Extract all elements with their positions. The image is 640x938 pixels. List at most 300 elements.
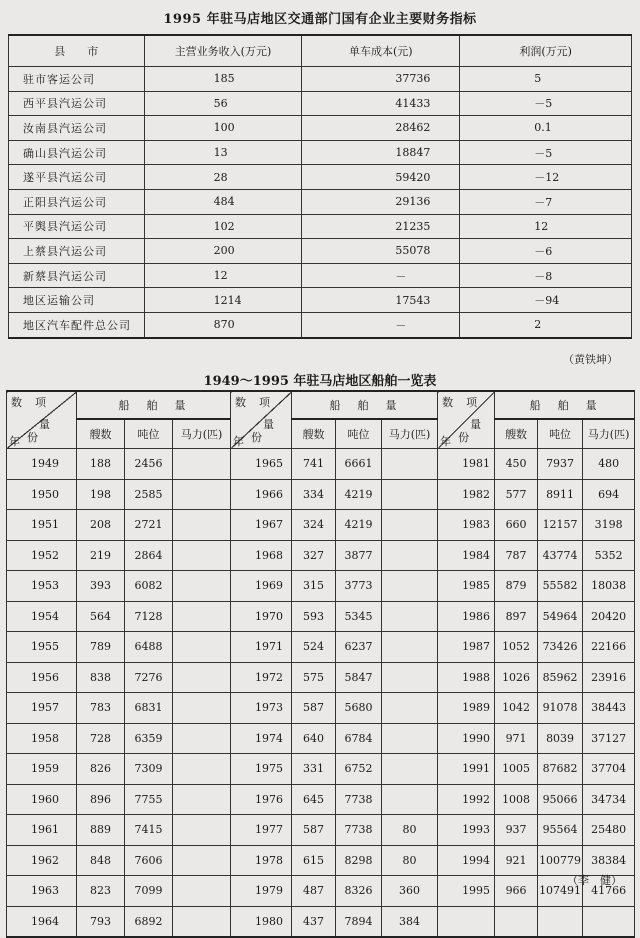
tonnage-cell: 6359 [125,723,173,754]
ship-count-cell: 575 [292,662,336,693]
cost-cell: 55078 [302,239,460,264]
horsepower-cell [382,693,438,724]
horsepower-cell: 360 [382,876,438,907]
tonnage-cell: 6082 [125,571,173,602]
table-row [7,540,635,571]
company-name-cell: 地区运输公司 [9,288,145,313]
year-cell: 1959 [7,754,77,785]
horsepower-cell [382,662,438,693]
year-cell: 1950 [7,479,77,510]
horsepower-cell [382,784,438,815]
tonnage-cell: 85962 [538,662,583,693]
table-row [7,815,635,846]
horsepower-cell [382,449,438,480]
profit-cell: －7 [460,189,632,214]
table-row [7,510,635,541]
cost-cell: 18847 [302,140,460,165]
tonnage-cell: 6892 [125,906,173,937]
year-cell: 1962 [7,845,77,876]
year-cell: 1966 [231,479,292,510]
table2-credit: （李 健） [567,874,622,887]
horsepower-cell [382,479,438,510]
cost-cell: 28462 [302,116,460,141]
revenue-cell: 100 [144,116,302,141]
profit-cell: 2 [460,312,632,337]
group-header-2: 船 舶 量 [292,391,438,419]
horsepower-cell [173,540,231,571]
tonnage-cell [538,906,583,937]
year-cell: 1972 [231,662,292,693]
cost-cell: 41433 [302,91,460,116]
corner-char: 项 [259,396,271,409]
corner-char: 项 [466,396,478,409]
year-cell: 1960 [7,784,77,815]
horsepower-cell [173,723,231,754]
table-row [9,263,632,288]
subheader-count: 艘数 [495,419,538,449]
ship-count-cell [495,906,538,937]
tonnage-cell: 5345 [336,601,382,632]
tonnage-cell: 107491 [538,876,583,907]
table-row [7,906,635,937]
company-name-cell: 西平县汽运公司 [9,91,145,116]
tonnage-cell: 4219 [336,479,382,510]
profit-cell: 5 [460,67,632,92]
horsepower-cell [173,906,231,937]
ship-count-cell: 848 [77,845,125,876]
ship-count-cell: 437 [292,906,336,937]
horsepower-cell [173,754,231,785]
ship-count-cell: 1042 [495,693,538,724]
ship-count-cell: 393 [77,571,125,602]
ship-count-cell: 889 [77,815,125,846]
tonnage-cell: 7309 [125,754,173,785]
horsepower-cell [382,723,438,754]
company-name-cell: 上蔡县汽运公司 [9,239,145,264]
subheader-tonnage: 吨位 [336,419,382,449]
ship-count-cell: 564 [77,601,125,632]
year-cell: 1985 [438,571,495,602]
horsepower-cell [173,662,231,693]
corner-char: 份 [251,431,263,444]
year-cell: 1956 [7,662,77,693]
ship-count-cell: 487 [292,876,336,907]
ship-count-cell: 879 [495,571,538,602]
tonnage-cell: 73426 [538,632,583,663]
table-row [7,601,635,632]
year-cell: 1981 [438,449,495,480]
year-cell: 1988 [438,662,495,693]
horsepower-cell [173,693,231,724]
company-name-cell: 新蔡县汽运公司 [9,263,145,288]
year-cell: 1958 [7,723,77,754]
tonnage-cell: 2721 [125,510,173,541]
ship-count-cell: 897 [495,601,538,632]
year-cell: 1976 [231,784,292,815]
ship-count-cell: 587 [292,693,336,724]
tonnage-cell: 54964 [538,601,583,632]
table-row [9,239,632,264]
year-cell: 1977 [231,815,292,846]
company-name-cell: 平舆县汽运公司 [9,214,145,239]
profit-cell: －12 [460,165,632,190]
tonnage-cell: 95066 [538,784,583,815]
ship-count-cell: 331 [292,754,336,785]
ship-count-cell: 208 [77,510,125,541]
tonnage-cell: 5680 [336,693,382,724]
year-cell: 1953 [7,571,77,602]
tonnage-cell: 2864 [125,540,173,571]
corner-header-1 [7,391,77,449]
horsepower-cell: 37704 [583,754,635,785]
tonnage-cell: 87682 [538,754,583,785]
tonnage-cell: 7099 [125,876,173,907]
tonnage-cell: 12157 [538,510,583,541]
horsepower-cell [382,601,438,632]
year-cell: 1964 [7,906,77,937]
revenue-cell: 1214 [144,288,302,313]
horsepower-cell [173,784,231,815]
horsepower-cell: 41766 [583,876,635,907]
ship-count-cell: 838 [77,662,125,693]
horsepower-cell: 22166 [583,632,635,663]
horsepower-cell [382,754,438,785]
horsepower-cell [382,510,438,541]
header-revenue: 主营业务收入(万元) [144,35,302,67]
revenue-cell: 12 [144,263,302,288]
table-row [7,723,635,754]
subheader-count: 艘数 [292,419,336,449]
table-row [9,214,632,239]
profit-cell: 12 [460,214,632,239]
year-cell [438,906,495,937]
subheader-count: 艘数 [77,419,125,449]
year-cell: 1979 [231,876,292,907]
tonnage-cell: 7128 [125,601,173,632]
horsepower-cell: 80 [382,815,438,846]
corner-char: 数 [235,396,247,409]
tonnage-cell: 8039 [538,723,583,754]
year-cell: 1994 [438,845,495,876]
cost-cell: 29136 [302,189,460,214]
table-row [9,67,632,92]
tonnage-cell: 2585 [125,479,173,510]
table-row [7,449,635,480]
tonnage-cell: 7738 [336,784,382,815]
year-cell: 1970 [231,601,292,632]
year-cell: 1984 [438,540,495,571]
ship-count-cell: 645 [292,784,336,815]
year-cell: 1989 [438,693,495,724]
profit-cell: 0.1 [460,116,632,141]
year-cell: 1987 [438,632,495,663]
corner-char: 项 [35,396,46,409]
cost-cell: － [302,263,460,288]
ship-count-cell: 789 [77,632,125,663]
ship-count-cell: 524 [292,632,336,663]
ship-count-cell: 896 [77,784,125,815]
table-row [9,91,632,116]
corner-char: 年 [440,435,452,448]
table-row [7,784,635,815]
tonnage-cell: 8911 [538,479,583,510]
ship-count-cell: 1005 [495,754,538,785]
group-header-1: 船 舶 量 [77,391,231,419]
table1-title: 1995 年驻马店地区交通部门国有企业主要财务指标 [163,12,477,27]
year-cell: 1957 [7,693,77,724]
subheader-tonnage: 吨位 [538,419,583,449]
year-cell: 1983 [438,510,495,541]
table-row [9,116,632,141]
cost-cell: － [302,312,460,337]
table-row [7,571,635,602]
horsepower-cell: 23916 [583,662,635,693]
corner-char: 数 [11,396,22,409]
revenue-cell: 200 [144,239,302,264]
revenue-cell: 13 [144,140,302,165]
horsepower-cell [173,815,231,846]
tonnage-cell: 7937 [538,449,583,480]
year-cell: 1992 [438,784,495,815]
year-cell: 1995 [438,876,495,907]
subheader-horsepower: 马力(匹) [382,419,438,449]
profit-cell: －5 [460,91,632,116]
year-cell: 1973 [231,693,292,724]
ship-count-cell: 921 [495,845,538,876]
table2-title: 1949～1995 年驻马店地区船舶一览表 [203,374,437,389]
horsepower-cell [173,449,231,480]
tonnage-cell: 3773 [336,571,382,602]
tonnage-cell: 7415 [125,815,173,846]
tonnage-cell: 4219 [336,510,382,541]
subheader-horsepower: 马力(匹) [583,419,635,449]
year-cell: 1990 [438,723,495,754]
year-cell: 1949 [7,449,77,480]
corner-char: 份 [458,431,470,444]
revenue-cell: 185 [144,67,302,92]
ship-count-cell: 787 [495,540,538,571]
table1-credit: （黄铁坤） [563,353,618,366]
table-row [7,479,635,510]
cost-cell: 59420 [302,165,460,190]
year-cell: 1971 [231,632,292,663]
horsepower-cell: 34734 [583,784,635,815]
year-cell: 1963 [7,876,77,907]
ship-count-cell: 783 [77,693,125,724]
horsepower-cell [173,601,231,632]
year-cell: 1954 [7,601,77,632]
tonnage-cell: 6488 [125,632,173,663]
year-cell: 1980 [231,906,292,937]
corner-char: 数 [442,396,454,409]
horsepower-cell: 80 [382,845,438,876]
horsepower-cell [583,906,635,937]
year-cell: 1986 [438,601,495,632]
profit-cell: －8 [460,263,632,288]
table-row [7,693,635,724]
horsepower-cell [173,632,231,663]
company-name-cell: 汝南县汽运公司 [9,116,145,141]
tonnage-cell: 8326 [336,876,382,907]
tonnage-cell: 6237 [336,632,382,663]
tonnage-cell: 6831 [125,693,173,724]
corner-header-3 [438,391,495,449]
year-cell: 1982 [438,479,495,510]
ship-count-cell: 937 [495,815,538,846]
corner-char: 量 [470,418,482,431]
cost-cell: 21235 [302,214,460,239]
ship-count-cell: 823 [77,876,125,907]
tonnage-cell: 95564 [538,815,583,846]
horsepower-cell: 25480 [583,815,635,846]
tonnage-cell: 5847 [336,662,382,693]
ship-count-cell: 793 [77,906,125,937]
horsepower-cell [173,571,231,602]
horsepower-cell: 37127 [583,723,635,754]
table-row [9,189,632,214]
revenue-cell: 484 [144,189,302,214]
table-row [7,662,635,693]
cost-cell: 37736 [302,67,460,92]
corner-header-2 [231,391,292,449]
table-row [7,632,635,663]
horsepower-cell: 18038 [583,571,635,602]
year-cell: 1991 [438,754,495,785]
horsepower-cell [173,876,231,907]
year-cell: 1955 [7,632,77,663]
ship-count-cell: 198 [77,479,125,510]
revenue-cell: 870 [144,312,302,337]
horsepower-cell: 20420 [583,601,635,632]
corner-char: 量 [263,418,275,431]
year-cell: 1961 [7,815,77,846]
table-row [9,140,632,165]
tonnage-cell: 6784 [336,723,382,754]
ship-count-cell: 728 [77,723,125,754]
horsepower-cell [382,540,438,571]
tonnage-cell: 7894 [336,906,382,937]
tonnage-cell: 7755 [125,784,173,815]
ship-count-cell: 826 [77,754,125,785]
table-row [9,165,632,190]
company-name-cell: 正阳县汽运公司 [9,189,145,214]
profit-cell: －94 [460,288,632,313]
ship-count-cell: 615 [292,845,336,876]
horsepower-cell: 480 [583,449,635,480]
ship-count-cell: 966 [495,876,538,907]
year-cell: 1969 [231,571,292,602]
year-cell: 1978 [231,845,292,876]
finance-table [8,34,632,339]
year-cell: 1951 [7,510,77,541]
table-row [7,845,635,876]
ship-count-cell: 593 [292,601,336,632]
tonnage-cell: 8298 [336,845,382,876]
revenue-cell: 102 [144,214,302,239]
ship-count-cell: 188 [77,449,125,480]
year-cell: 1965 [231,449,292,480]
tonnage-cell: 43774 [538,540,583,571]
corner-char: 年 [233,435,245,448]
corner-char: 年 [9,435,20,448]
table-row [7,754,635,785]
table-row [7,876,635,907]
tonnage-cell: 3877 [336,540,382,571]
company-name-cell: 遂平县汽运公司 [9,165,145,190]
corner-char: 份 [27,431,38,444]
profit-cell: －5 [460,140,632,165]
ship-count-cell: 640 [292,723,336,754]
ship-count-cell: 1008 [495,784,538,815]
ship-count-cell: 327 [292,540,336,571]
profit-cell: －6 [460,239,632,264]
year-cell: 1967 [231,510,292,541]
revenue-cell: 28 [144,165,302,190]
ship-count-cell: 587 [292,815,336,846]
year-cell: 1975 [231,754,292,785]
table-row [9,312,632,337]
ship-count-cell: 971 [495,723,538,754]
year-cell: 1952 [7,540,77,571]
tonnage-cell: 6661 [336,449,382,480]
company-name-cell: 地区汽车配件总公司 [9,312,145,337]
ship-count-cell: 334 [292,479,336,510]
horsepower-cell: 384 [382,906,438,937]
corner-char: 量 [39,418,50,431]
ships-table [6,390,635,938]
tonnage-cell: 7276 [125,662,173,693]
year-cell: 1974 [231,723,292,754]
table-row [9,288,632,313]
horsepower-cell: 694 [583,479,635,510]
year-cell: 1968 [231,540,292,571]
ship-count-cell: 1052 [495,632,538,663]
cost-cell: 17543 [302,288,460,313]
horsepower-cell: 38384 [583,845,635,876]
horsepower-cell [173,510,231,541]
tonnage-cell: 91078 [538,693,583,724]
tonnage-cell: 6752 [336,754,382,785]
tonnage-cell: 7606 [125,845,173,876]
year-cell: 1993 [438,815,495,846]
tonnage-cell: 7738 [336,815,382,846]
horsepower-cell [173,479,231,510]
horsepower-cell [382,632,438,663]
ship-count-cell: 315 [292,571,336,602]
horsepower-cell [173,845,231,876]
ship-count-cell: 324 [292,510,336,541]
tonnage-cell: 55582 [538,571,583,602]
header-profit: 利润(万元) [460,35,632,67]
ship-count-cell: 577 [495,479,538,510]
company-name-cell: 确山县汽运公司 [9,140,145,165]
tonnage-cell: 2456 [125,449,173,480]
header-cost: 单车成本(元) [302,35,460,67]
subheader-tonnage: 吨位 [125,419,173,449]
ship-count-cell: 660 [495,510,538,541]
horsepower-cell [382,571,438,602]
horsepower-cell: 5352 [583,540,635,571]
horsepower-cell: 3198 [583,510,635,541]
subheader-horsepower: 马力(匹) [173,419,231,449]
company-name-cell: 驻市客运公司 [9,67,145,92]
revenue-cell: 56 [144,91,302,116]
tonnage-cell: 100779 [538,845,583,876]
ship-count-cell: 1026 [495,662,538,693]
header-county: 县 市 [9,35,145,67]
horsepower-cell: 38443 [583,693,635,724]
group-header-3: 船 舶 量 [495,391,635,419]
